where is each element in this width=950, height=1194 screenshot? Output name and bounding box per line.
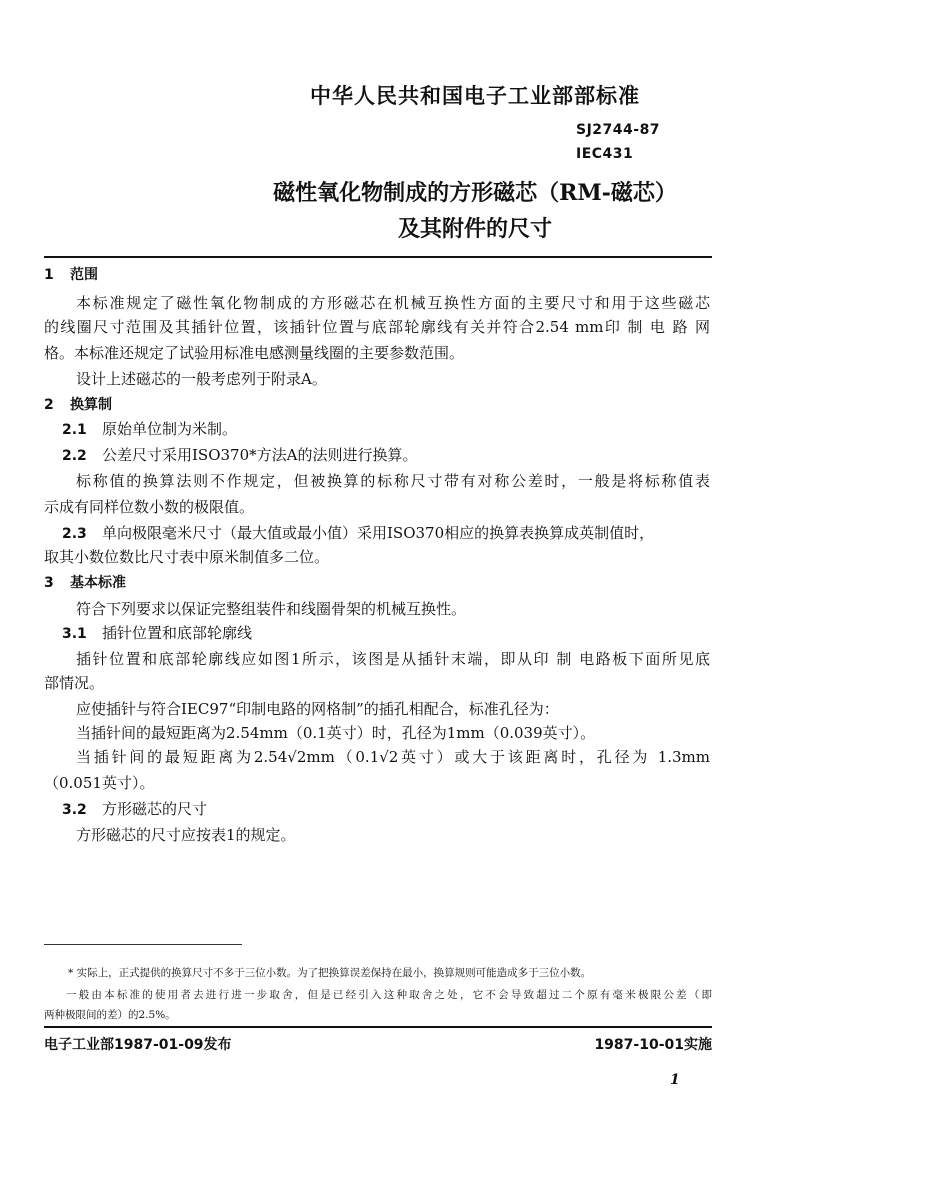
iec-code: IEC431 [576,146,634,162]
section-title: 基本标准 [70,575,126,591]
paragraph-line: 取其小数位数比尺寸表中原米制值多二位。 [44,548,330,566]
subsection-2-3 [62,524,654,543]
footer-divider [44,1026,712,1028]
footnote-2-line2: 两种极限间的差）的2.5%。 [44,1009,176,1021]
section-title: 换算制 [70,397,112,413]
subsection-3-1 [62,624,252,643]
effective-date: 1987-10-01实施 [594,1037,712,1053]
subsection-number: 2.2 [62,448,87,464]
section-number: 2 [44,397,54,413]
paragraph-line: （0.051英寸）。 [44,774,155,792]
issue-date: 电子工业部1987-01-09发布 [44,1037,232,1053]
subsection-2-1 [62,420,237,439]
subsection-title: 方形磁芯的尺寸 [102,800,208,818]
paragraph-line: 当插针间的最短距离为2.54mm（0.1英寸）时，孔径为1mm（0.039英寸）。 [76,724,596,742]
subsection-3-2 [62,800,207,819]
subsection-number: 3.1 [62,626,87,642]
footnote-1: * 实际上，正式提供的换算尺寸不多于三位小数。为了把换算误差保持在最小，换算规则可能造成多于三位小数。 [68,967,592,979]
section-number: 1 [44,267,54,283]
page-number: 1 [670,1072,680,1088]
subsection-number: 2.1 [62,422,87,438]
subsection-number: 3.2 [62,802,87,818]
section-1-heading [44,266,98,284]
paragraph-line: 方形磁芯的尺寸应按表1的规定。 [76,826,296,844]
paragraph-line: 标称值的换算法则不作规定，但被换算的标称尺寸带有对称公差时，一般是将标称值表 [76,472,710,490]
paragraph-line: 设计上述磁芯的一般考虑列于附录A。 [76,370,327,388]
footnote-2-line1: 一般由本标准的使用者去进行进一步取舍，但是已经引入这种取舍之处，它不会导致超过二个原有毫米极限公差（即 [66,989,712,1001]
paragraph-line: 的线圈尺寸范围及其插针位置，该插针位置与底部轮廓线有关并符合2.54 mm印 制 电 路 网 [44,318,710,336]
paragraph-line: 格。本标准还规定了试验用标准电感测量线圈的主要参数范围。 [44,344,465,362]
subsection-title: 插针位置和底部轮廓线 [102,624,253,642]
subsection-text: 单向极限毫米尺寸（最大值或最小值）采用ISO370相应的换算表换算成英制值时， [102,524,655,542]
subsection-2-2 [62,446,417,465]
header-divider [44,256,712,258]
standard-code: SJ2744-87 [576,122,661,138]
section-title: 范围 [70,267,98,283]
paragraph-line: 插针位置和底部轮廓线应如图1所示，该图是从插针末端，即从印 制 电路板下面所见底 [76,650,710,668]
paragraph-line: 本标准规定了磁性氧化物制成的方形磁芯在机械互换性方面的主要尺寸和用于这些磁芯 [76,294,710,312]
paragraph-line: 符合下列要求以保证完整组装件和线圈骨架的机械互换性。 [76,600,467,618]
subsection-text: 公差尺寸采用ISO370*方法A的法则进行换算。 [102,446,418,464]
section-2-heading [44,396,112,414]
subsection-number: 2.3 [62,526,87,542]
paragraph-line: 当插针间的最短距离为2.54√2mm（0.1√2英寸）或大于该距离时，孔径为 1.3mm [76,748,710,766]
section-number: 3 [44,575,54,591]
subsection-text: 原始单位制为米制。 [102,420,238,438]
issuer-title: 中华人民共和国电子工业部部标准 [310,84,640,108]
document-title-line2: 及其附件的尺寸 [397,216,552,242]
paragraph-line: 示成有同样位数小数的极限值。 [44,498,255,516]
document-title-line1: 磁性氧化物制成的方形磁芯（RM-磁芯） [273,180,677,206]
footnote-divider [44,944,242,945]
paragraph-line: 应使插针与符合IEC97“印制电路的网格制”的插孔相配合，标准孔径为： [76,700,559,718]
paragraph-line: 部情况。 [44,674,105,692]
section-3-heading [44,574,126,592]
